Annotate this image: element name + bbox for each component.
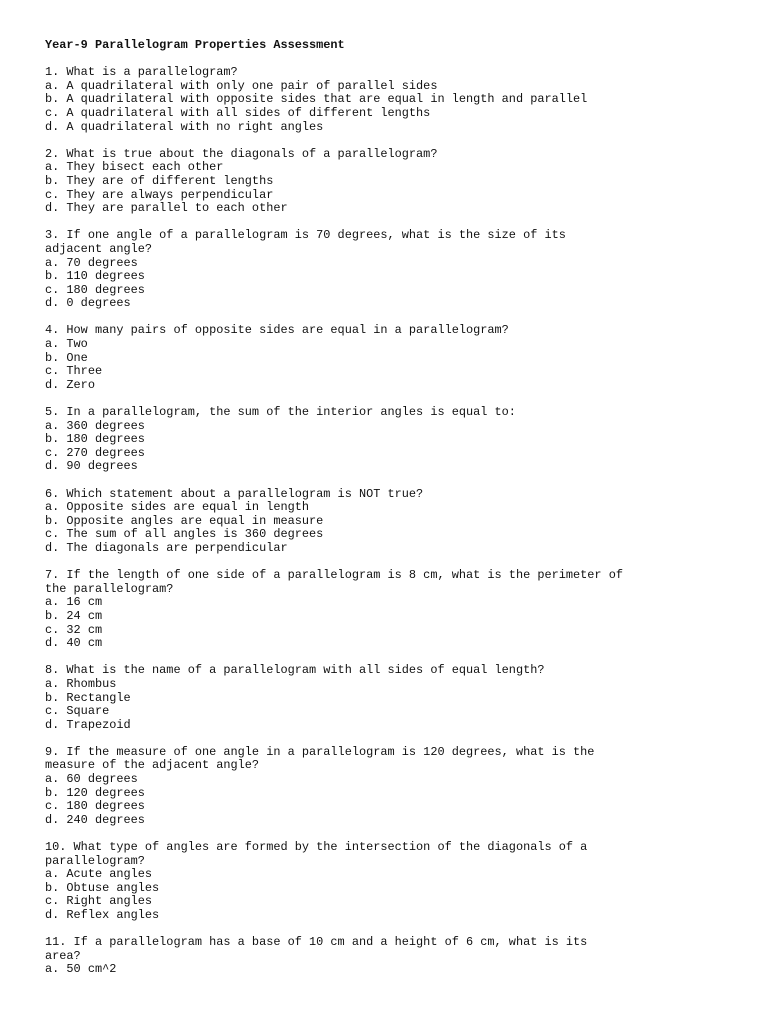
answer-option: b. Rectangle: [45, 690, 131, 705]
question-text: the parallelogram?: [45, 581, 174, 596]
answer-option: d. 90 degrees: [45, 459, 138, 474]
answer-option: b. They are of different lengths: [45, 173, 274, 188]
question-text: 5. In a parallelogram, the sum of the interior angles is equal to:: [45, 405, 516, 420]
question-11: [45, 936, 745, 977]
answer-option: c. The sum of all angles is 360 degrees: [45, 527, 324, 542]
answer-option: a. A quadrilateral with only one pair of parallel sides: [45, 78, 438, 93]
question-8: [45, 664, 745, 732]
question-7: [45, 569, 745, 651]
question-text: 4. How many pairs of opposite sides are equal in a parallelogram?: [45, 323, 509, 338]
answer-option: b. One: [45, 350, 88, 365]
answer-option: d. 240 degrees: [45, 812, 145, 827]
answer-option: c. 180 degrees: [45, 282, 145, 297]
document-title: Year-9 Parallelogram Properties Assessment: [45, 38, 345, 52]
answer-option: a. Rhombus: [45, 676, 117, 691]
answer-option: a. Opposite sides are equal in length: [45, 500, 310, 515]
question-5: [45, 406, 745, 474]
answer-option: b. 120 degrees: [45, 785, 145, 800]
answer-option: c. A quadrilateral with all sides of different lengths: [45, 105, 431, 120]
answer-option: b. Obtuse angles: [45, 880, 160, 895]
question-text: 7. If the length of one side of a parallelogram is 8 cm, what is the perimeter of: [45, 568, 623, 583]
question-text: 8. What is the name of a parallelogram with all sides of equal length?: [45, 663, 545, 678]
question-10: [45, 841, 745, 923]
document-page: [45, 39, 745, 991]
answer-option: d. 0 degrees: [45, 296, 131, 311]
question-text: 3. If one angle of a parallelogram is 70 degrees, what is the size of its: [45, 228, 566, 243]
question-4: [45, 324, 745, 392]
answer-option: a. 70 degrees: [45, 255, 138, 270]
answer-option: b. 24 cm: [45, 608, 103, 623]
answer-option: c. 270 degrees: [45, 445, 145, 460]
answer-option: a. Acute angles: [45, 867, 153, 882]
answer-option: b. Opposite angles are equal in measure: [45, 513, 324, 528]
question-2: [45, 148, 745, 216]
question-text: 10. What type of angles are formed by the intersection of the diagonals of a: [45, 840, 588, 855]
answer-option: d. Zero: [45, 377, 95, 392]
answer-option: d. Trapezoid: [45, 717, 131, 732]
question-text: 9. If the measure of one angle in a parallelogram is 120 degrees, what is the: [45, 744, 595, 759]
answer-option: d. A quadrilateral with no right angles: [45, 119, 324, 134]
question-1: [45, 66, 745, 134]
question-9: [45, 746, 745, 828]
answer-option: c. They are always perpendicular: [45, 187, 274, 202]
answer-option: d. The diagonals are perpendicular: [45, 540, 288, 555]
answer-option: d. They are parallel to each other: [45, 201, 288, 216]
question-text: parallelogram?: [45, 853, 145, 868]
answer-option: a. 16 cm: [45, 595, 103, 610]
answer-option: a. They bisect each other: [45, 160, 224, 175]
question-3: [45, 229, 745, 311]
answer-option: c. Three: [45, 364, 103, 379]
answer-option: a. 360 degrees: [45, 418, 145, 433]
question-text: measure of the adjacent angle?: [45, 758, 260, 773]
question-text: area?: [45, 948, 81, 963]
question-text: 2. What is true about the diagonals of a parallelogram?: [45, 146, 438, 161]
answer-option: c. Right angles: [45, 894, 153, 909]
answer-option: c. 180 degrees: [45, 799, 145, 814]
answer-option: a. 50 cm^2: [45, 962, 117, 977]
answer-option: b. 180 degrees: [45, 432, 145, 447]
question-text: adjacent angle?: [45, 241, 153, 256]
answer-option: a. Two: [45, 337, 88, 352]
answer-option: c. Square: [45, 704, 110, 719]
question-text: 1. What is a parallelogram?: [45, 65, 238, 80]
question-text: 6. Which statement about a parallelogram is NOT true?: [45, 486, 424, 501]
question-list: [45, 66, 745, 977]
question-text: 11. If a parallelogram has a base of 10 cm and a height of 6 cm, what is its: [45, 935, 588, 950]
question-6: [45, 488, 745, 556]
answer-option: d. Reflex angles: [45, 908, 160, 922]
answer-option: a. 60 degrees: [45, 772, 138, 787]
answer-option: c. 32 cm: [45, 622, 103, 637]
answer-option: d. 40 cm: [45, 636, 103, 651]
answer-option: b. 110 degrees: [45, 269, 145, 284]
answer-option: b. A quadrilateral with opposite sides that are equal in length and parallel: [45, 92, 588, 107]
